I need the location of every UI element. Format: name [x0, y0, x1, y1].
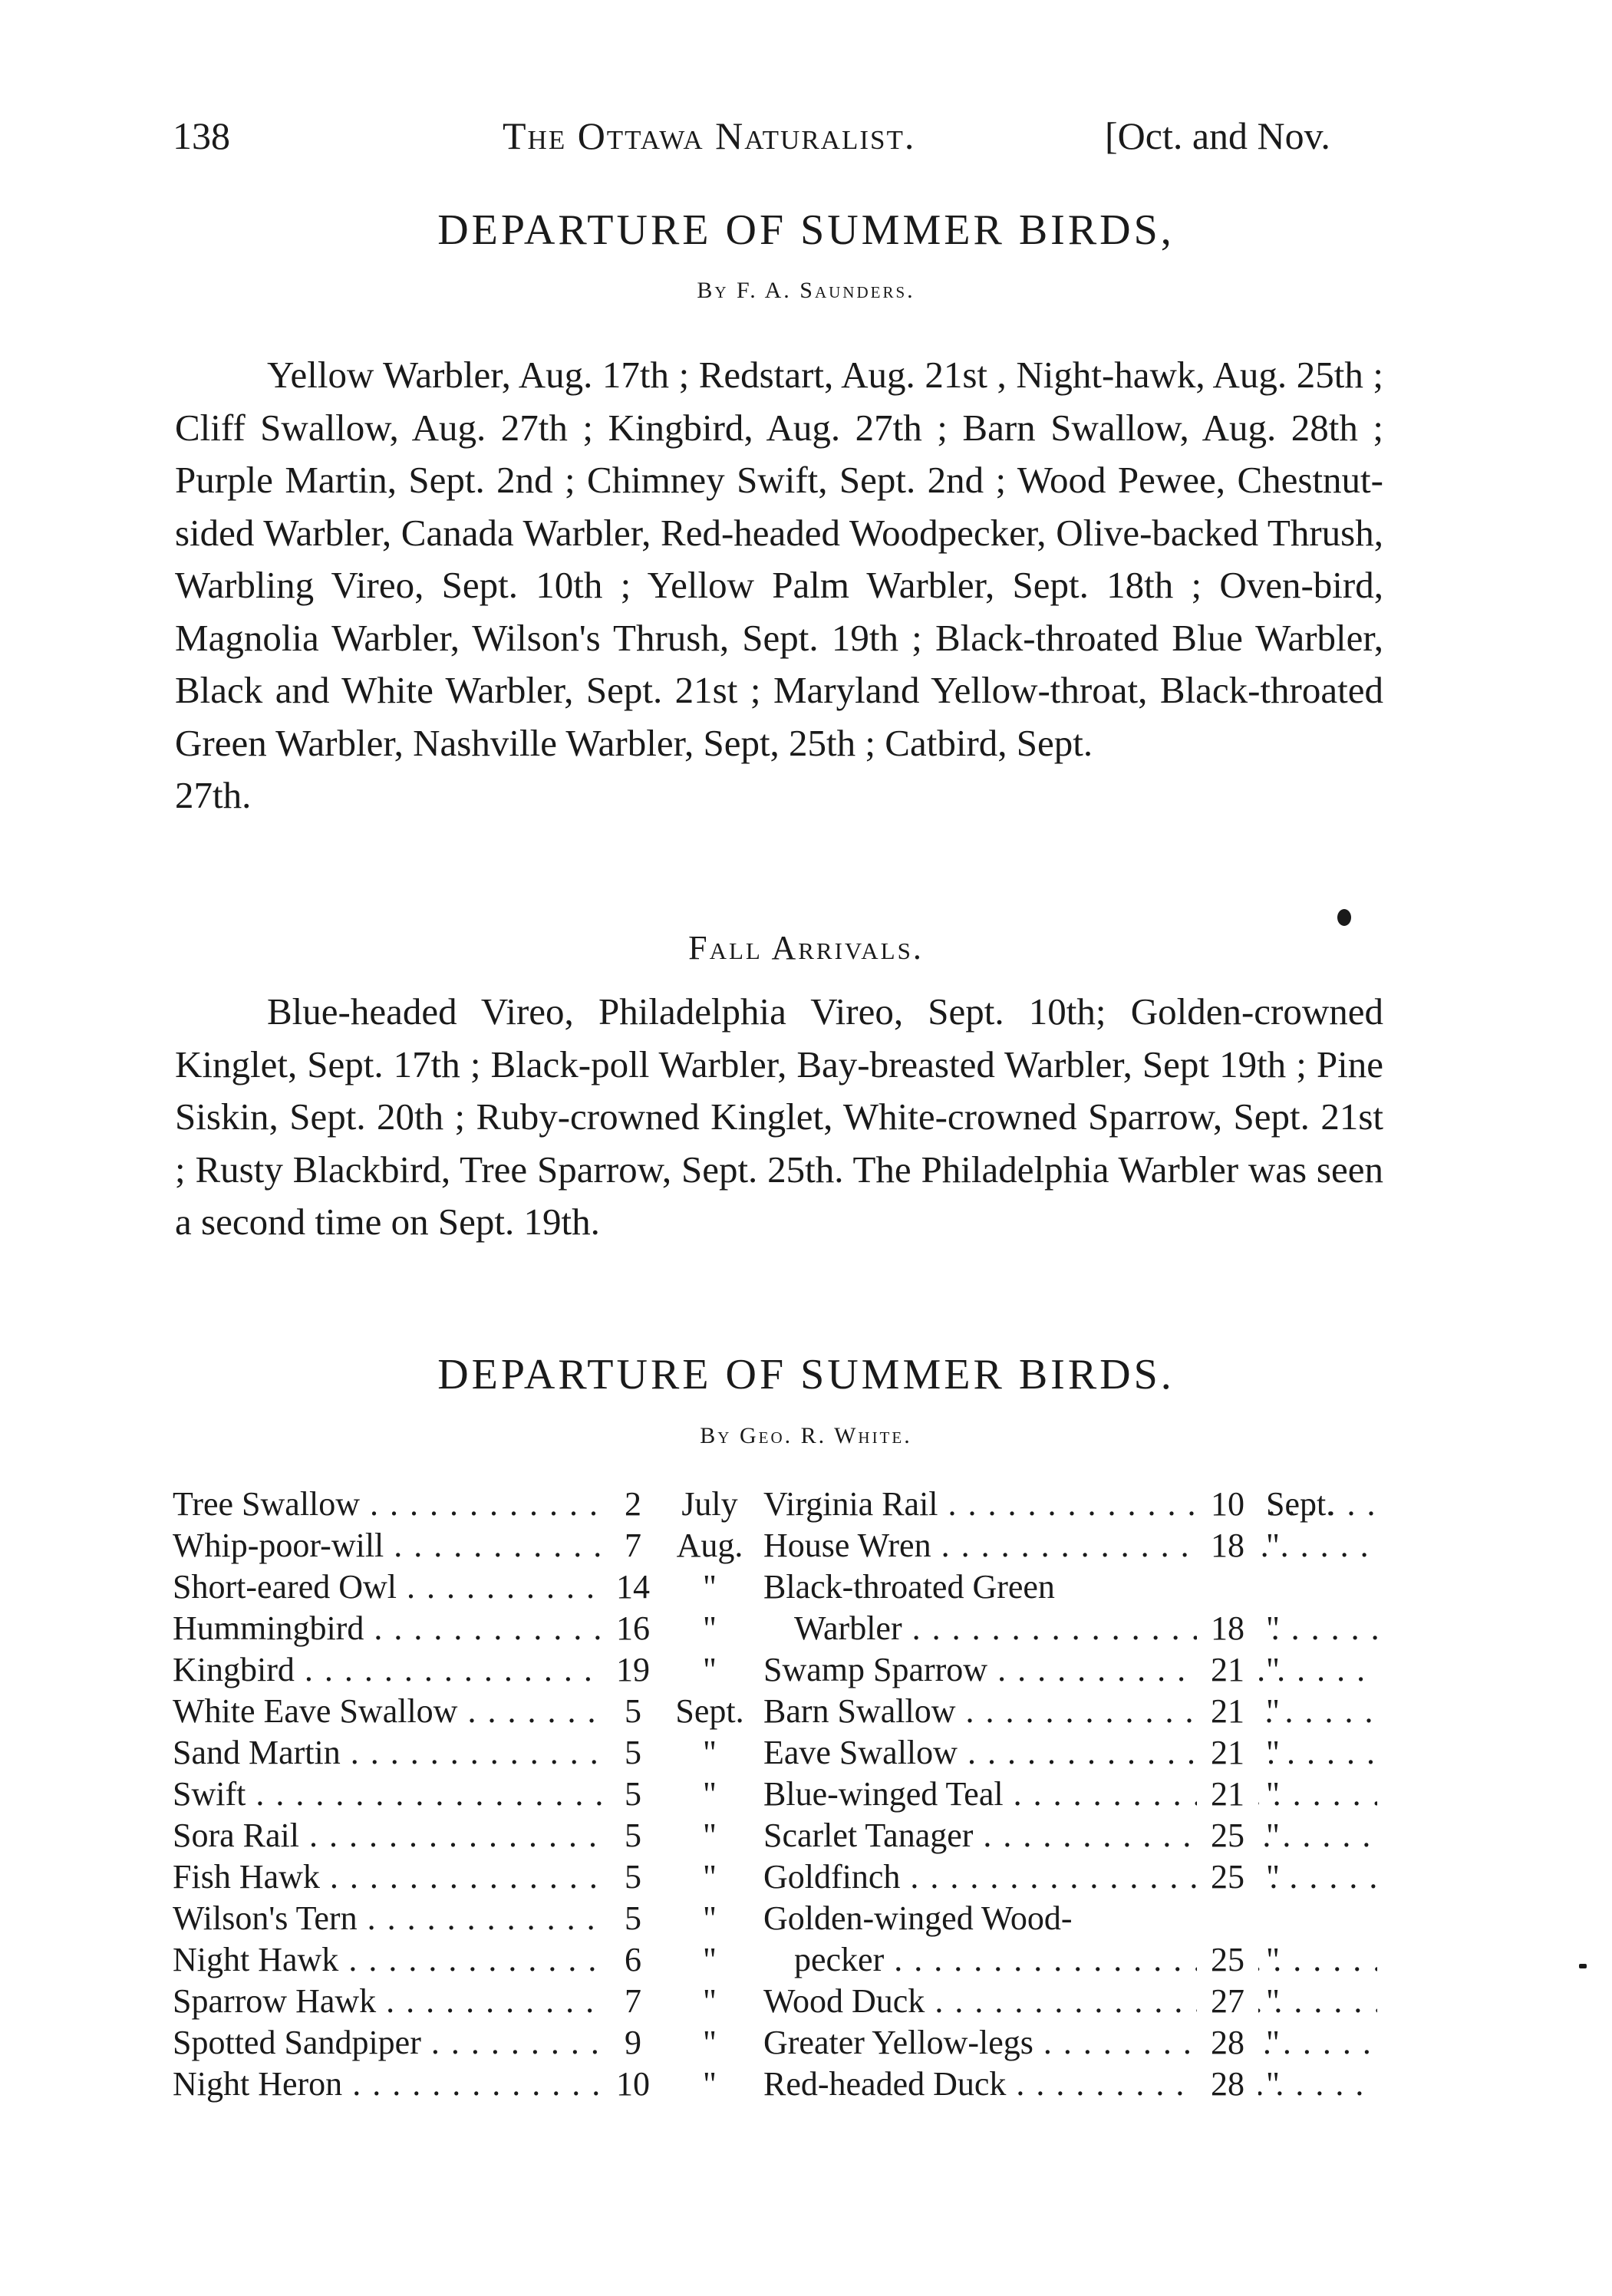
article1-paragraph-text: Yellow Warbler, Aug. 17th ; Redstart, Aug. 21st , Night-hawk, Aug. 25th ; Cliff Swallow, Aug. 27th ; Kingbird, Aug. 27th ; Barn Swallow, Aug. 28th ; Purple Martin, Sept. 2nd ; Chimney Swift, Sept. 2nd ; Wood Pewee, Chestnut-sided Warbler, Canada Warbler, Red-headed Woodpecker, Olive-backed Thrush, Warbling Vireo, Sept. 10th ; Yellow Palm Warbler, Sept. 18th ; Oven-bird, Magnolia Warbler, Wilson's Thrush, Sept. 19th ; Black-throated Blue Warbler, Black and White Warbler, Sept. 21st ; Maryland Yellow-throat, Black-throated Green Warbler, Nashville Warbler, Sept, 25th ; Catbird, Sept.	[175, 354, 1383, 764]
right-bird-name: Warbler . . .	[763, 1609, 1377, 1648]
left-bird-name: Kingbird . . .	[173, 1650, 602, 1689]
right-month: "	[1266, 1817, 1280, 1854]
right-bird-name: Eave Swallow . . .	[763, 1733, 1377, 1772]
left-bird-name: Fish Hawk . . .	[173, 1857, 602, 1896]
left-day: 5	[602, 1774, 664, 1813]
table-row	[173, 1981, 1400, 2024]
left-day: 7	[602, 1981, 664, 2021]
right-bird-name: pecker . . .	[763, 1940, 1377, 1979]
table-row	[173, 1899, 1400, 1942]
right-day: 28	[1197, 2023, 1258, 2062]
left-bird-name: Sora Rail . . .	[173, 1816, 602, 1855]
right-bird-name: Swamp Sparrow . . .	[763, 1650, 1377, 1689]
left-month: "	[703, 1734, 717, 1771]
right-bird-name: Red-headed Duck . . .	[763, 2064, 1377, 2103]
left-day: 5	[602, 1733, 664, 1772]
left-month: "	[703, 1775, 717, 1813]
table-row	[173, 1733, 1400, 1776]
running-header	[173, 114, 1400, 167]
table-row	[173, 1940, 1400, 1983]
right-day: 10	[1197, 1484, 1258, 1524]
right-bird-name: Scarlet Tanager . . .	[763, 1816, 1377, 1855]
table-row	[173, 2064, 1400, 2107]
right-month: "	[1266, 1982, 1280, 2020]
article1-paragraph-end: 27th.	[175, 774, 252, 816]
left-bird-name: Tree Swallow . . .	[173, 1484, 602, 1524]
right-day: 18	[1197, 1609, 1258, 1648]
left-month: July	[681, 1485, 738, 1523]
right-month: "	[1266, 1651, 1280, 1688]
left-month: "	[703, 1609, 717, 1647]
right-day: 28	[1197, 2064, 1258, 2103]
right-bird-name: Golden-winged Wood-	[763, 1899, 1073, 1937]
right-month: "	[1266, 1527, 1280, 1564]
table-row	[173, 1484, 1400, 1527]
page-number: 138	[173, 114, 230, 157]
table-row	[173, 1857, 1400, 1900]
right-bird-name: Black-throated Green	[763, 1568, 1055, 1606]
left-day: 14	[602, 1567, 664, 1606]
left-day: 5	[602, 1816, 664, 1855]
left-bird-name: Short-eared Owl . . .	[173, 1567, 602, 1606]
right-day: 25	[1197, 1816, 1258, 1855]
right-bird-name: Barn Swallow . . .	[763, 1692, 1377, 1731]
table-row	[173, 2023, 1400, 2066]
left-bird-name: Hummingbird . . .	[173, 1609, 602, 1648]
right-month: Sept.	[1266, 1485, 1335, 1523]
journal-title: The Ottawa Naturalist.	[503, 114, 916, 157]
article1-paragraph	[175, 349, 1383, 822]
right-month: "	[1266, 1775, 1280, 1813]
table-row	[173, 1650, 1400, 1693]
left-day: 5	[602, 1692, 664, 1731]
right-bird-name: Virginia Rail . . .	[763, 1484, 1377, 1524]
right-month: "	[1266, 2024, 1280, 2061]
left-bird-name: Night Hawk . . .	[173, 1940, 602, 1979]
left-month: "	[703, 1858, 717, 1896]
left-day: 2	[602, 1484, 664, 1524]
left-month: "	[703, 2024, 717, 2061]
right-day: 21	[1197, 1774, 1258, 1813]
right-bird-name: Blue-winged Teal . . .	[763, 1774, 1377, 1813]
table-row	[173, 1816, 1400, 1859]
left-bird-name: Sand Martin . . .	[173, 1733, 602, 1772]
table-row	[173, 1567, 1400, 1610]
left-bird-name: Night Heron . . .	[173, 2064, 602, 2103]
left-day: 5	[602, 1899, 664, 1938]
article1-title: DEPARTURE OF SUMMER BIRDS,	[437, 206, 1175, 254]
right-month: "	[1266, 1941, 1280, 1978]
left-day: 5	[602, 1857, 664, 1896]
article2-byline: By Geo. R. White.	[700, 1423, 912, 1448]
fall-arrivals-heading: Fall Arrivals.	[688, 929, 924, 967]
right-month: "	[1266, 1734, 1280, 1771]
left-bird-name: Whip-poor-will . . .	[173, 1526, 602, 1565]
left-month: "	[703, 1568, 717, 1606]
right-month: "	[1266, 2065, 1280, 2103]
right-day: 25	[1197, 1857, 1258, 1896]
right-day: 21	[1197, 1733, 1258, 1772]
right-month: "	[1266, 1609, 1280, 1647]
left-day: 9	[602, 2023, 664, 2062]
left-month: "	[703, 1651, 717, 1688]
right-bird-name: House Wren . . .	[763, 1526, 1377, 1565]
fall-arrivals-paragraph: Blue-headed Vireo, Philadelphia Vireo, Sept. 10th; Golden-crowned Kinglet, Sept. 17th ; Black-poll Warbler, Bay-breasted Warbler, Sept 19th ; Pine Siskin, Sept. 20th ; Ruby-crowned Kinglet, White-crowned Sparrow, Sept. 21st ; Rusty Blackbird, Tree Sparrow, Sept. 25th. The Philadelphia Warbler was seen a second time on Sept. 19th.	[175, 990, 1383, 1243]
right-day: 18	[1197, 1526, 1258, 1565]
left-day: 7	[602, 1526, 664, 1565]
left-day: 16	[602, 1609, 664, 1648]
right-bird-name: Greater Yellow-legs . . .	[763, 2023, 1377, 2062]
left-bird-name: White Eave Swallow . . .	[173, 1692, 602, 1731]
right-day: 27	[1197, 1981, 1258, 2021]
ink-blot	[1337, 909, 1351, 926]
left-month: "	[703, 1899, 717, 1937]
right-month: "	[1266, 1858, 1280, 1896]
left-month: "	[703, 1982, 717, 2020]
left-bird-name: Spotted Sandpiper . . .	[173, 2023, 602, 2062]
left-day: 19	[602, 1650, 664, 1689]
left-month: Sept.	[675, 1692, 744, 1730]
right-bird-name: Goldfinch . . .	[763, 1857, 1377, 1896]
table-row	[173, 1609, 1400, 1652]
article2-title: DEPARTURE OF SUMMER BIRDS.	[437, 1351, 1175, 1398]
right-day: 25	[1197, 1940, 1258, 1979]
left-bird-name: Sparrow Hawk . . .	[173, 1981, 602, 2021]
margin-mark	[1579, 1964, 1587, 1968]
right-month: "	[1266, 1692, 1280, 1730]
left-bird-name: Swift . . .	[173, 1774, 602, 1813]
article1-byline: By F. A. Saunders.	[697, 278, 915, 303]
left-month: Aug.	[676, 1527, 743, 1564]
left-month: "	[703, 1817, 717, 1854]
left-month: "	[703, 2065, 717, 2103]
issue-label: [Oct. and Nov.	[1105, 114, 1330, 157]
right-bird-name: Wood Duck . . .	[763, 1981, 1377, 2021]
left-month: "	[703, 1941, 717, 1978]
left-day: 6	[602, 1940, 664, 1979]
left-bird-name: Wilson's Tern . . .	[173, 1899, 602, 1938]
table-row	[173, 1774, 1400, 1817]
left-day: 10	[602, 2064, 664, 2103]
right-day: 21	[1197, 1692, 1258, 1731]
right-day: 21	[1197, 1650, 1258, 1689]
table-row	[173, 1692, 1400, 1734]
table-row	[173, 1526, 1400, 1569]
